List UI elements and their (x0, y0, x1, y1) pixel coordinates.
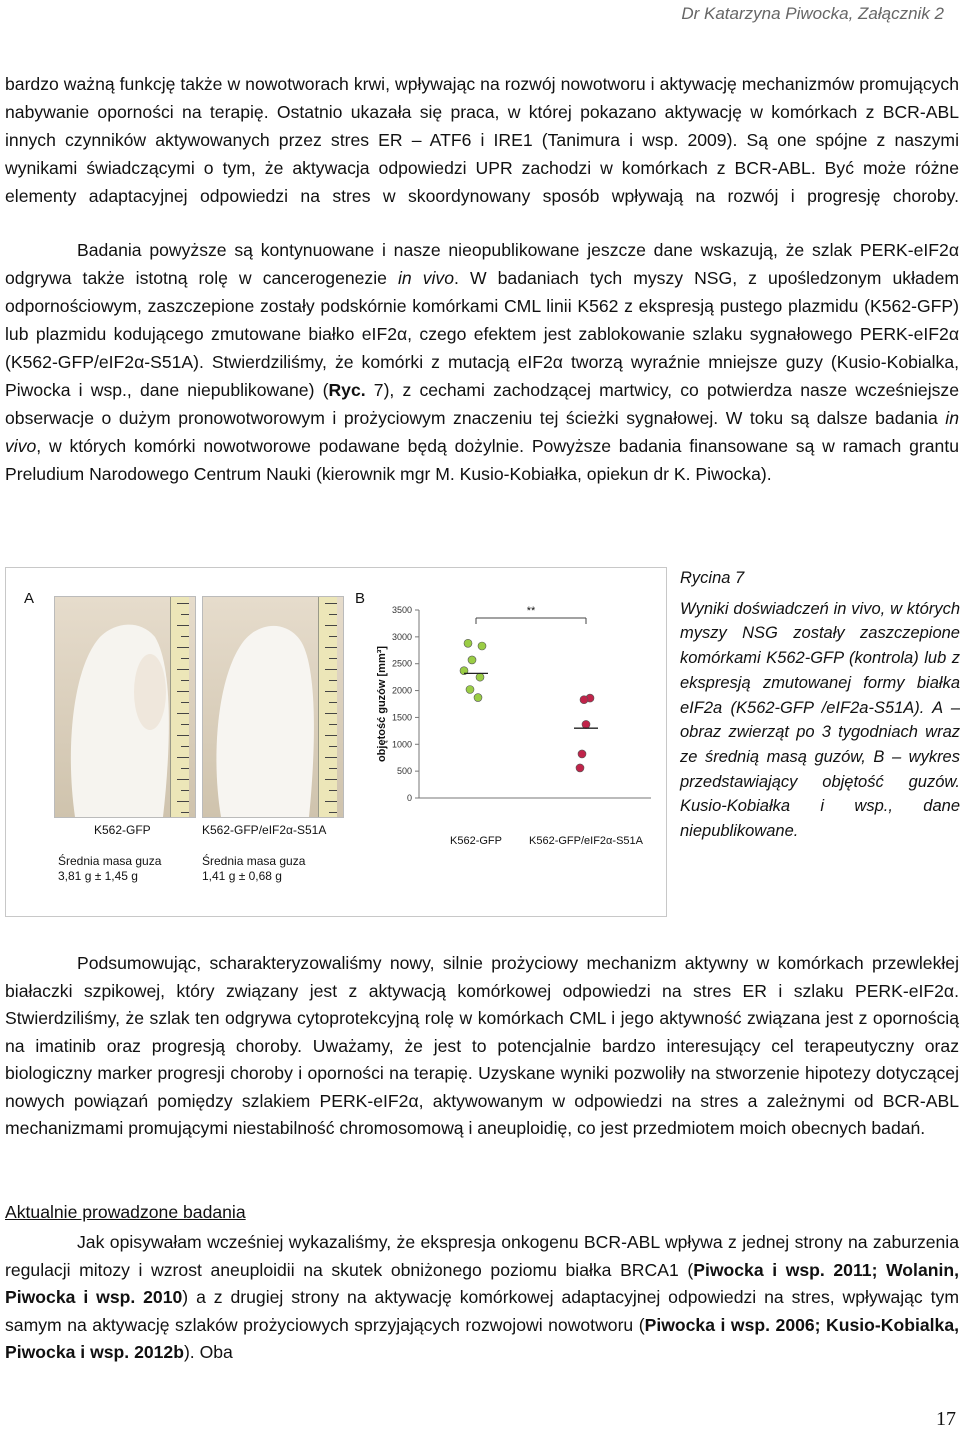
ruler-tick (325, 757, 337, 758)
paragraph-3-text: Podsumowując, scharakteryzowaliśmy nowy, silnie prożyciowy mechanizm aktywny w komórkach przewlekłej białaczki szpikowej, który związany jest z aktywacją komórkowej odpowiedzi na stres ER i szlaku PERK-eIF2α. Stwierdziliśmy, że szlak ten odgrywa cytoprotekcyjną rolę w komórkach CML i jego aktywność związana jest z opornością na imatinib oraz progresją choroby. Uważamy, że jest to potencjalnie bardzo interesujący cel terapeutyczny oraz biologiczny marker progresji choroby i oporności na terapię. Uzyskane wyniki pozwoliły na stworzenie hipotezy dotyczącej nowych powiązań pomiędzy szlakiem PERK-eIF2α, aktywowanym w odpowiedzi na stres a zależnymi od BCR-ABL mechanizmami promującymi niestabilność chromosomową i aneuploidię, co jest przedmiotem moich obecnych badań. (5, 953, 959, 1138)
caption-title: Rycina 7 (680, 569, 745, 587)
figure-panel-b-label: B (355, 590, 366, 607)
mouse-control-name: K562-GFP (94, 823, 151, 837)
y-tick-label: 2500 (391, 658, 412, 669)
data-point (582, 720, 590, 728)
paragraph-1 (5, 70, 959, 210)
ruler-tick (329, 614, 337, 615)
y-tick-label: 3000 (391, 631, 412, 642)
x-category-label: K562-GFP (450, 835, 502, 847)
paragraph-4-part-b: ) a z drugiej strony na aktywację komórkowej adaptacyjnej odpowiedzi na stres, wpływając tym samym na aktywację szlaków prożyciowych sprzyjających rozwojowi nowotworu ( (5, 1287, 959, 1335)
page-header: Dr Katarzyna Piwocka, Załącznik 2 (681, 4, 944, 23)
y-tick-label: 2000 (391, 685, 412, 696)
mouse-photo-mutant (202, 596, 344, 818)
data-point (580, 696, 588, 704)
paragraph-4-citation-1: Piwocka i wsp. 2011; Wolanin, Piwocka i wsp. 2010 (5, 1259, 960, 1307)
ruler-tick (177, 735, 189, 736)
mouse-mutant-mass-label: Średnia masa guza (202, 854, 306, 868)
tumor-volume-chart (371, 598, 661, 878)
paragraph-2-italic-in-vivo-2: in vivo (5, 408, 959, 456)
y-tick-label: 0 (406, 793, 412, 803)
ruler-tick (181, 746, 189, 747)
mouse-control-mass: 3,81 g ± 1,45 g (58, 869, 138, 883)
ruler-tick (177, 691, 189, 692)
ruler-tick (329, 680, 337, 681)
ruler-tick (329, 724, 337, 725)
paragraph-1-part-b: Są one spójne z naszymi wynikami świadczącymi o tym, że aktywacja odpowiedzi UPR zachodzi w komórkach z BCR-ABL. Być może różne elementy adaptacyjnej odpowiedzi na stres w skoordynowany sposób wpływają na rozwój i progresję choroby. (5, 130, 959, 206)
ruler-tick (177, 801, 189, 802)
data-point (576, 764, 584, 772)
ruler-tick (325, 801, 337, 802)
ruler-tick (329, 812, 337, 813)
ruler-tick (329, 768, 337, 769)
paragraph-2-part-d: , w których komórki nowotworowe podawane będą dożylnie. Powyższe badania finansowane są w ramach grantu Preludium Narodowego Centrum Nauki (kierownik mgr M. Kusio-Kobiałka, opiekun dr K. Piwocka). (5, 436, 959, 484)
ruler-tick (181, 768, 189, 769)
ruler-tick (325, 669, 337, 670)
mouse-control-mass-label: Średnia masa guza (58, 854, 162, 868)
paragraph-2 (5, 236, 959, 488)
ruler-tick (181, 658, 189, 659)
data-point (464, 639, 472, 647)
page-number: 17 (936, 1408, 956, 1430)
paragraph-3 (5, 950, 959, 1143)
paragraph-2-part-b: . W badaniach tych myszy NSG, z upośledzonym układem odpornościowym, zaszczepione zostały podskórnie komórkami CML linii K562 z ekspresją pustego plazmidu (K562-GFP) lub plazmidu kodującego zmutowane białko eIF2α, czego efektem jest zablokowanie szlaku sygnałowego PERK-eIF2α (K562-GFP/eIF2α-S51A). Stwierdziliśmy, że komórki z mutacją eIF2α tworzą wyraźnie mniejsze guzy (Kusio-Kobialka, Piwocka i wsp., dane niepublikowane) ( (5, 268, 960, 400)
ruler-tick (329, 790, 337, 791)
ruler-tick (177, 669, 189, 670)
data-point (466, 685, 474, 693)
ruler-tick (177, 647, 189, 648)
ruler-tick (329, 746, 337, 747)
ruler-tick (181, 790, 189, 791)
data-point (474, 694, 482, 702)
ruler-tick (325, 691, 337, 692)
data-point (468, 656, 476, 664)
data-point (478, 642, 486, 650)
ruler-control (170, 597, 189, 817)
data-point (578, 750, 586, 758)
figure-7 (5, 567, 667, 917)
paragraph-4-citation-2: Piwocka i wsp. 2006; Kusio-Kobialka, Piwocka i wsp. 2012b (5, 1314, 960, 1362)
ruler-tick (181, 702, 189, 703)
y-axis-label: objętość guzów [mm³] (376, 645, 388, 763)
paragraph-4-part-c: ). Oba (183, 1342, 233, 1362)
ruler-tick (329, 636, 337, 637)
ruler-tick (181, 680, 189, 681)
ruler-tick (325, 603, 337, 604)
ruler-tick (329, 702, 337, 703)
mouse-photo-control (54, 596, 196, 818)
y-tick-label: 1500 (391, 712, 412, 723)
ruler-tick (329, 658, 337, 659)
figure-caption (680, 566, 960, 844)
paragraph-4-part-a: Jak opisywałam wcześniej wykazaliśmy, że ekspresja onkogenu BCR-ABL wpływa z jednej strony na zaburzenia regulacji mitozy i wzrost aneuploidii na skutek obniżonego poziomu białka BRCA1 ( (5, 1232, 959, 1280)
ruler-tick (181, 812, 189, 813)
y-tick-label: 500 (396, 766, 412, 777)
x-category-label: K562-GFP/eIF2α-S51A (529, 835, 643, 847)
section-title: Aktualnie prowadzone badania (5, 1202, 246, 1222)
ruler-tick (325, 713, 337, 714)
paragraph-4 (5, 1229, 959, 1367)
paragraph-2-ryc: Ryc. (328, 380, 366, 400)
ruler-tick (181, 614, 189, 615)
ruler-tick (177, 603, 189, 604)
paragraph-1-part-a: bardzo ważną funkcję także w nowotworach krwi, wpływając na rozwój nowotworu i aktywację mechanizmów promujących nabywanie oporności na terapię. Ostatnio ukazała się praca, w której pokazano aktywację w komórkach z BCR-ABL innych czynników aktywowanych przez stres ER – ATF6 i IRE1 (Tanimura i wsp. 2009). (5, 74, 959, 150)
ruler-tick (177, 779, 189, 780)
mouse-mutant-mass: 1,41 g ± 0,68 g (202, 869, 282, 883)
ruler-tick (181, 636, 189, 637)
ruler-tick (325, 735, 337, 736)
ruler-mutant (318, 597, 337, 817)
paragraph-2-part-a: Badania powyższe są kontynuowane i nasze nieopublikowane jeszcze dane wskazują, że szlak PERK-eIF2α odgrywa także istotną rolę w cancerogenezie (5, 240, 959, 288)
ruler-tick (177, 757, 189, 758)
y-tick-label: 1000 (391, 739, 412, 750)
caption-text: Wyniki doświadczeń in vivo, w których myszy NSG zostały zaszczepione komórkami K562-GFP (kontrola) lub z ekspresją zmutowanej formy białka eIF2a (K562-GFP /eIF2a-S51A). A – obraz zwierząt po 3 tygodniach wraz ze średnią masą guzów, B – wykres przedstawiający objętość guzów. Kusio-Kobiałka i wsp., dane niepublikowane. (680, 599, 960, 841)
ruler-tick (325, 779, 337, 780)
ruler-tick (325, 625, 337, 626)
data-point (476, 673, 484, 681)
ruler-tick (325, 647, 337, 648)
figure-panel-a-label: A (24, 590, 35, 607)
ruler-tick (181, 724, 189, 725)
paragraph-2-italic-in-vivo: in vivo (397, 268, 455, 288)
ruler-tick (177, 625, 189, 626)
y-tick-label: 3500 (391, 605, 412, 615)
paragraph-2-part-c: 7), z cechami zachodzącej martwicy, co potwierdza nasze wcześniejsze obserwacje o dużym pronowotworowym i prożyciowym znaczeniu tej ścieżki sygnałowej. W toku są dalsze badania (5, 380, 959, 428)
mouse-mutant-name: K562-GFP/eIF2α-S51A (202, 823, 327, 837)
significance-label: ** (526, 605, 536, 617)
ruler-tick (177, 713, 189, 714)
